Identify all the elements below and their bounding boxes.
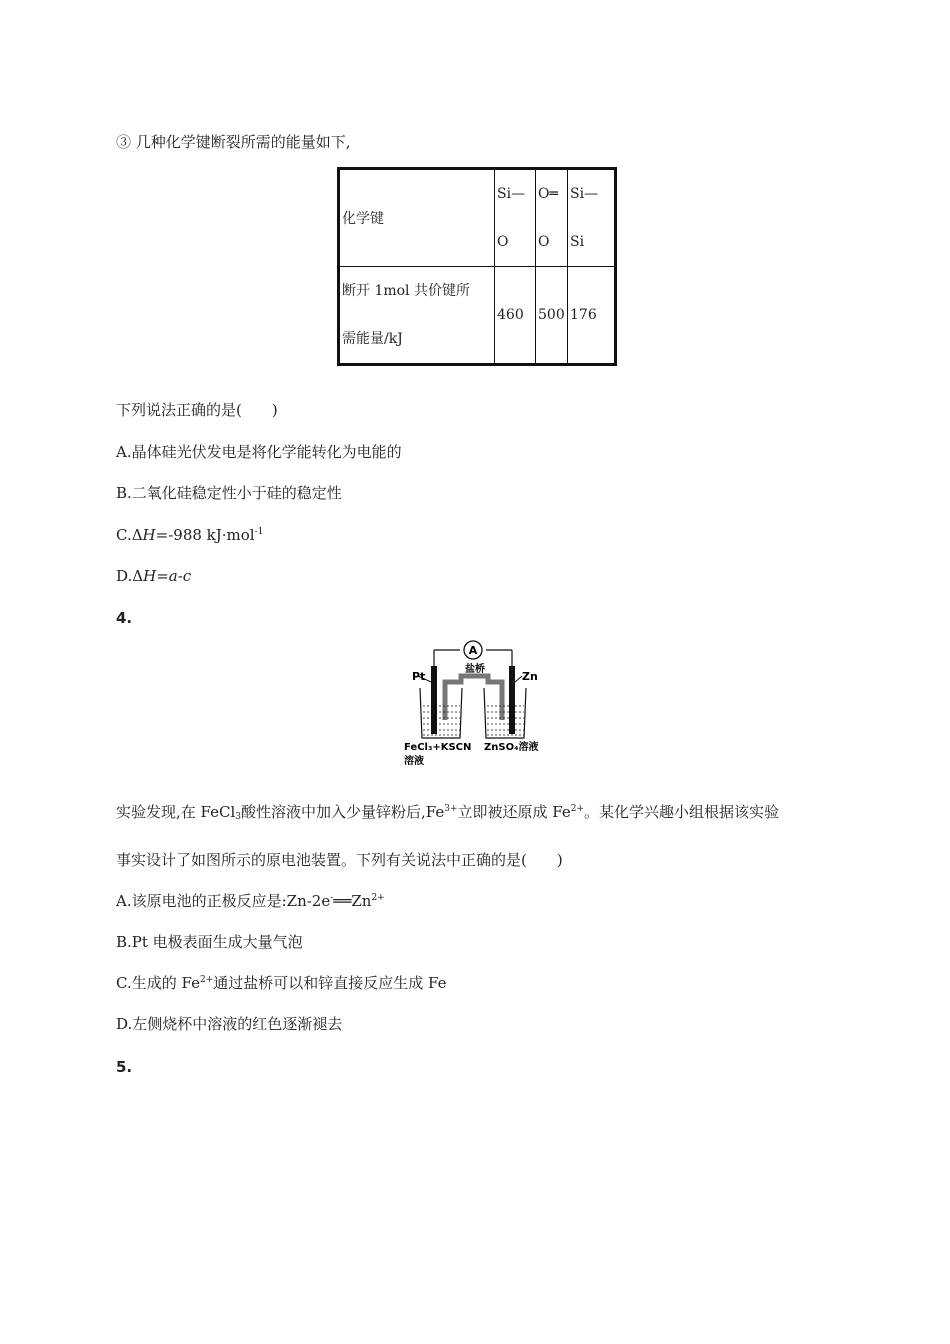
q5-number: 5. <box>116 1058 133 1076</box>
q3-option-d: D.ΔH=a-c <box>116 567 192 585</box>
svg-text:Pt: Pt <box>412 670 426 683</box>
q3-option-b: B.二氧化硅稳定性小于硅的稳定性 <box>116 484 342 502</box>
left-beaker <box>420 688 462 738</box>
q4-option-d: D.左侧烧杯中溶液的红色逐渐褪去 <box>116 1015 343 1033</box>
q3-option-a: A.晶体硅光伏发电是将化学能转化为电能的 <box>116 443 402 461</box>
svg-text:盐桥: 盐桥 <box>465 664 485 675</box>
bond-energy-table <box>337 167 617 366</box>
svg-text:Zn: Zn <box>522 670 538 683</box>
q3-option-c: C.ΔH=-988 kJ·mol$^{-1}$ <box>116 526 264 544</box>
q3-intro: ③ 几种化学键断裂所需的能量如下, <box>116 133 351 151</box>
energy-si-o: 460 <box>495 267 536 365</box>
energy-o-o: 500 <box>536 267 568 365</box>
q4-option-b: B.Pt 电极表面生成大量气泡 <box>116 933 303 951</box>
energy-si-si: 176 <box>568 267 616 365</box>
bond-o-o: O═ O <box>536 169 568 267</box>
pt-electrode <box>431 666 437 734</box>
svg-text:A: A <box>468 644 478 657</box>
svg-text:FeCl₃+KSCN: FeCl₃+KSCN <box>404 742 472 753</box>
right-beaker <box>484 688 526 738</box>
zn-electrode <box>509 666 515 734</box>
galvanic-cell-figure <box>398 636 558 770</box>
svg-text:ZnSO₄溶液: ZnSO₄溶液 <box>484 742 539 753</box>
bond-si-si: Si— Si <box>568 169 616 267</box>
q4-stem-line2: 事实设计了如图所示的原电池装置。下列有关说法中正确的是( ) <box>116 851 563 869</box>
svg-text:溶液: 溶液 <box>404 756 424 767</box>
q4-option-a: A.该原电池的正极反应是$:Zn-2e^-══Zn^{2+}$ <box>116 892 385 910</box>
bond-header-label: 化学键 <box>339 169 495 267</box>
energy-row-label: 断开 1mol 共价键所 需能量/kJ <box>339 267 495 365</box>
q4-option-c: C.生成的 $Fe^{2+}$通过盐桥可以和锌直接反应生成 Fe <box>116 974 447 992</box>
q4-stem-line1: 实验发现,在 FeCl$_3$酸性溶液中加入少量锌粉后$,Fe^{3+}$立即被还原成 $Fe^{2+}$。某化学兴趣小组根据该实验 <box>116 803 780 822</box>
bond-si-o: Si— O <box>495 169 536 267</box>
q4-number: 4. <box>116 609 133 627</box>
salt-bridge <box>445 676 502 720</box>
q3-question: 下列说法正确的是( ) <box>116 401 278 419</box>
